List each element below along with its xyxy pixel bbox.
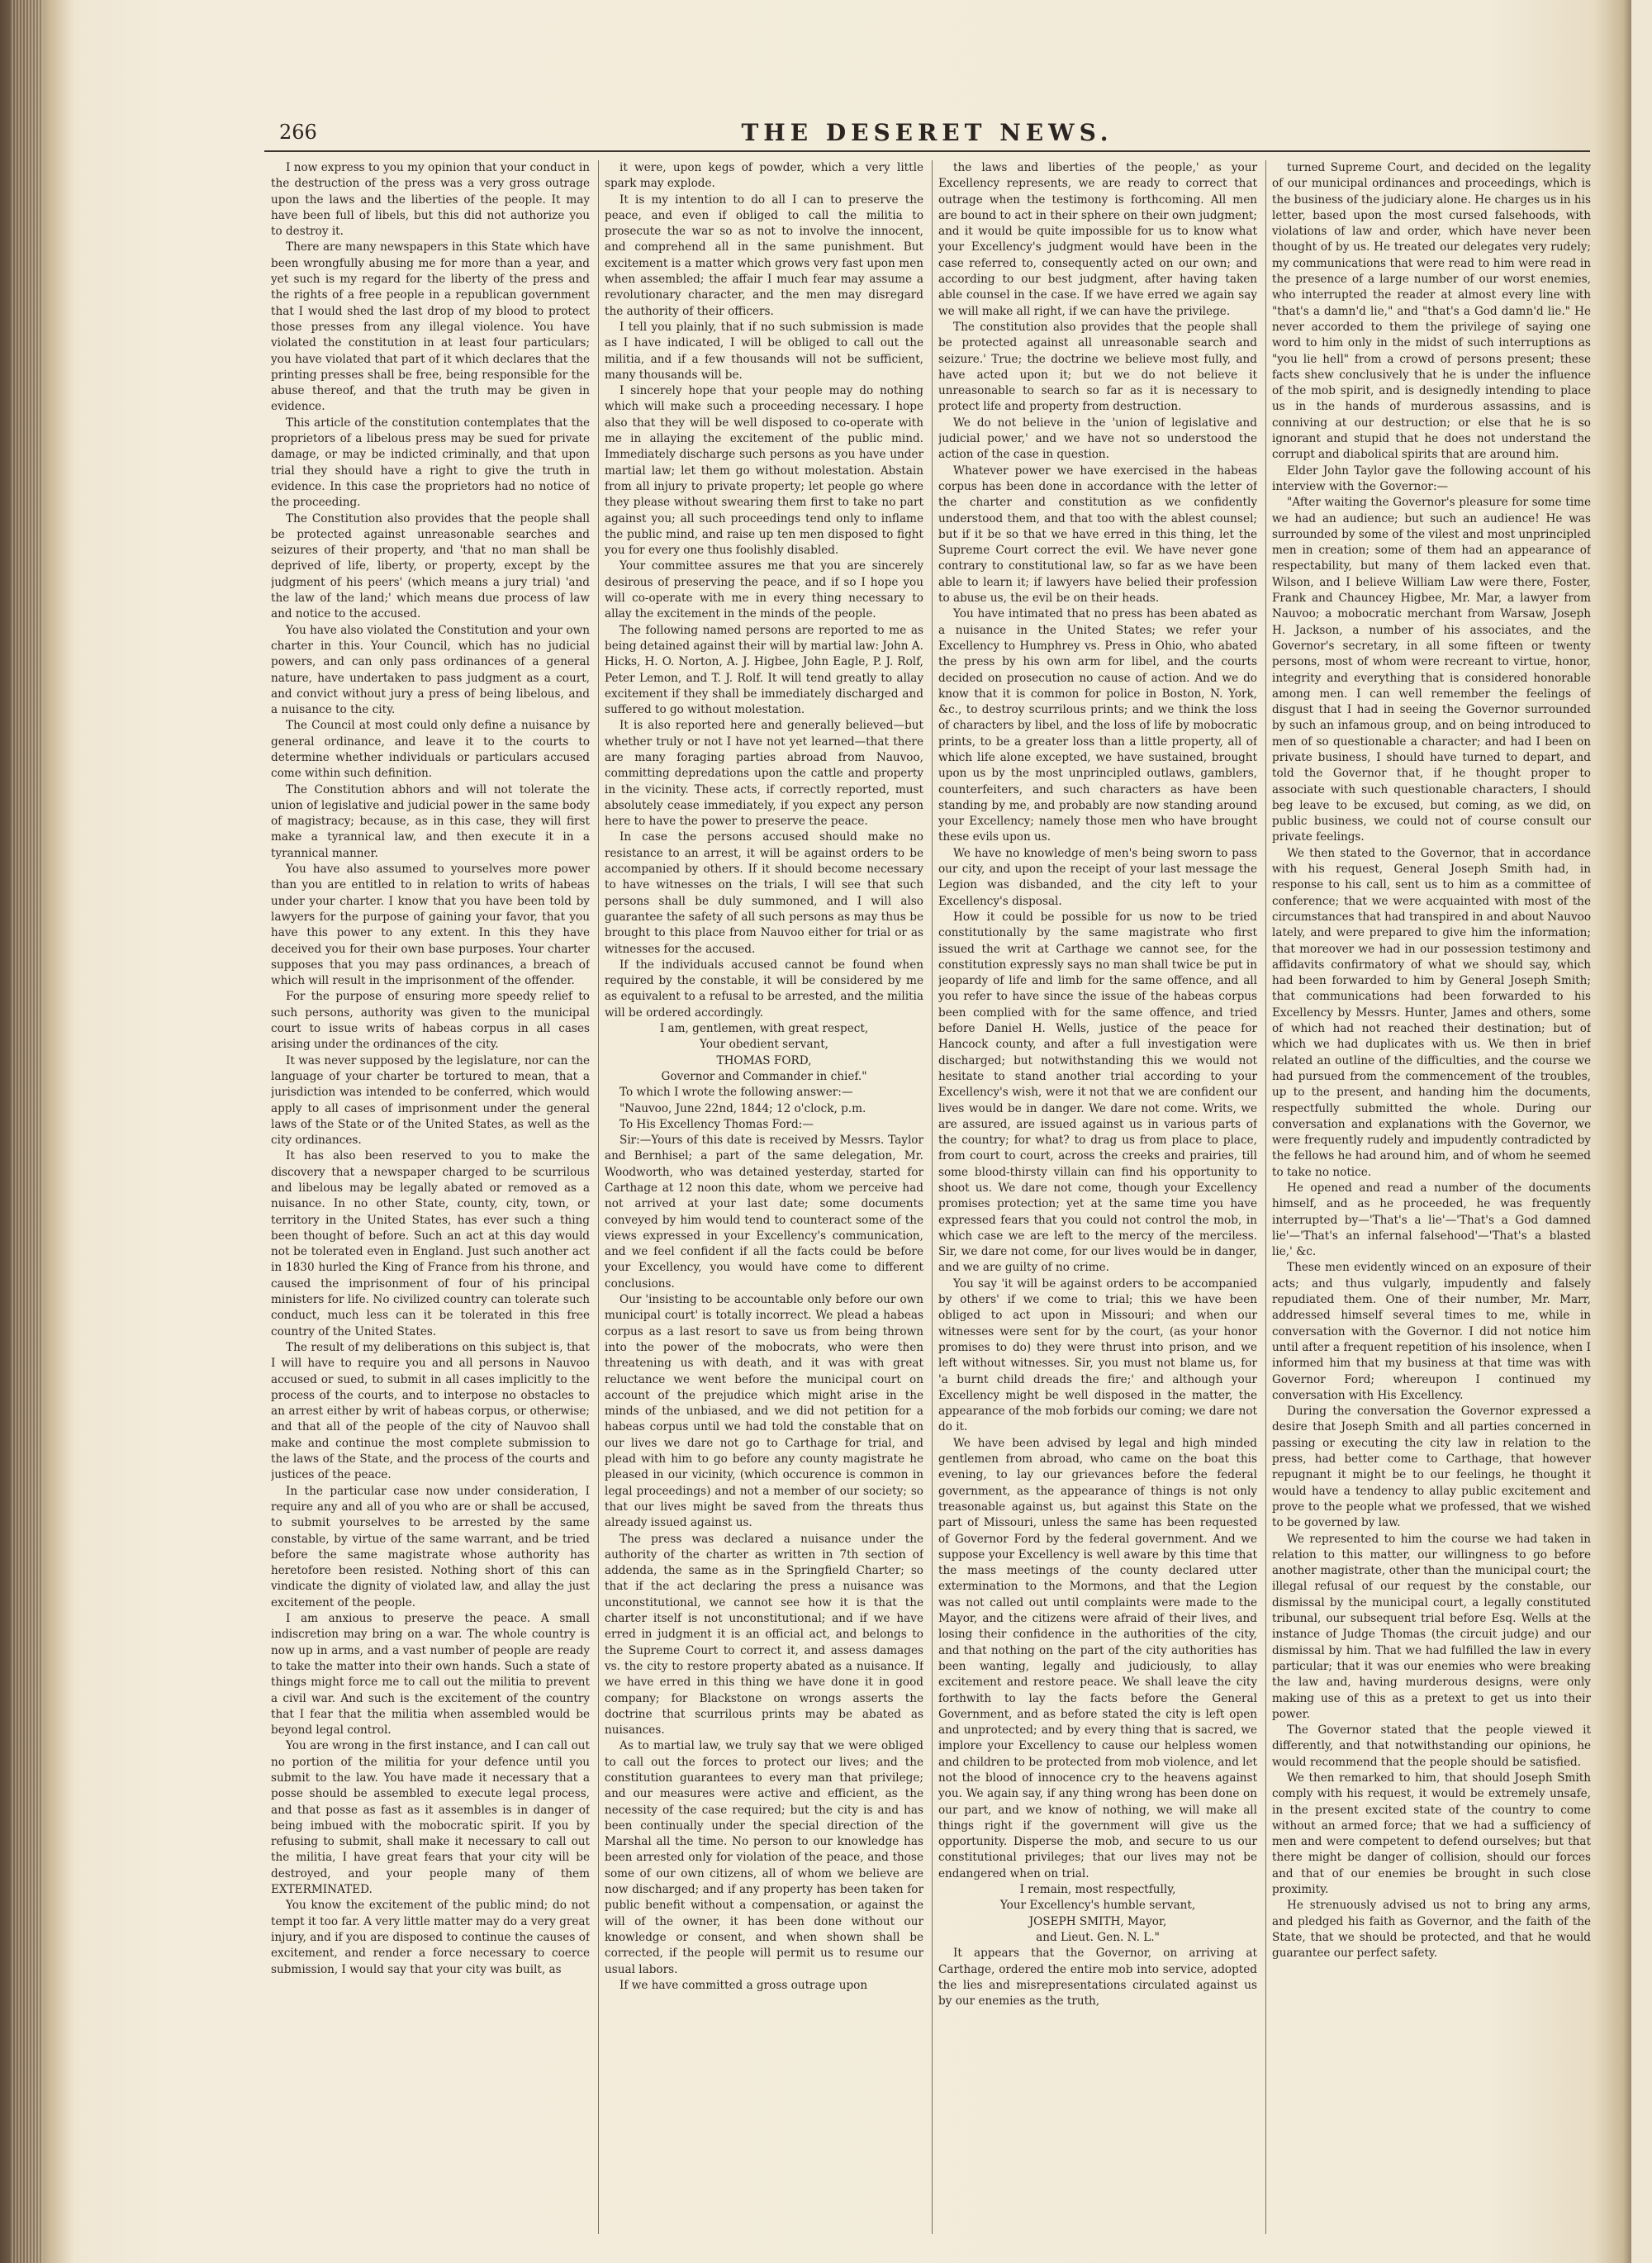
column-2 <box>605 160 923 2242</box>
paragraph: There are many newspapers in this State which have been wrongfully abusing me for more than a year, and yet such is my regard for the liberty of the press and the rights of a free people in a republican government that I would shed the last drop of my blood to protect those presses from any illegal violence. You have violated the constitution in at least four particulars; you have violated that part of it which declares that the printing presses shall be free, being responsible for the abuse thereof, and that the truth may be given in evidence. <box>271 240 590 414</box>
paragraph: If the individuals accused cannot be found when required by the constable, it will be considered by me as equivalent to a refusal to be arrested, and the militia will be ordered accordingly. <box>605 958 923 1020</box>
paragraph: You have intimated that no press has been abated as a nuisance in the United States; we refer your Excellency to Humphrey vs. Press in Ohio, who abated the press by his own arm for libel, and the courts decided on prosecution no cause of action. And we do know that it is common for police in Boston, N. York, &c., to destroy scurrilous prints; and we think the loss of characters by libel, and the loss of life by mobocratic prints, to be a greater loss than a little property, all of which life alone excepted, we have sustained, brought upon us by the most unprincipled outlaws, gamblers, counterfeiters, and such characters as have been standing by me, and probably are now standing around your Excellency; namely those men who have brought these evils upon us. <box>938 607 1257 844</box>
page-number: 266 <box>279 121 317 144</box>
paragraph: Elder John Taylor gave the following account of his interview with the Governor:— <box>1272 464 1591 493</box>
paragraph: I am, gentlemen, with great respect, <box>659 1022 869 1036</box>
column-3 <box>938 160 1257 2242</box>
paragraph: We then stated to the Governor, that in accordance with his request, General Joseph Smith had, in response to his call, sent us to him as a committee of conference; that we were acquainted with most of the circumstances that had transpired in and about Nauvoo lately, and were prepared to give him the information; that moreover we had in our possession testimony and affidavits confirmatory of what we should say, which had been forwarded to him by General Joseph Smith; that communications had been forwarded to his Excellency by Messrs. Hunter, James and others, some of which had not reached their destination; but of which we had duplicates with us. We then in brief related an outline of the difficulties, and the course we had pursued from the commencement of the troubles, up to the present, and handing him the documents, respectfully submitted the whole. During our conversation and explanations with the Governor, we were frequently rudely and impudently contradicted by the fellows he had around him, and of whom he seemed to take no notice. <box>1272 846 1591 1179</box>
paragraph: JOSEPH SMITH, Mayor, <box>1028 1914 1167 1928</box>
paragraph: I am anxious to preserve the peace. A small indiscretion may bring on a war. The whole country is now up in arms, and a vast number of people are ready to take the matter into their own hands. Such a state of things might force me to call out the militia to prevent a civil war. And such is the excitement of the country that I fear that the militia when assembled would be beyond legal control. <box>271 1612 590 1738</box>
paragraph: If we have committed a gross outrage upon <box>620 1978 868 1992</box>
paragraph: Your obedient servant, <box>700 1038 828 1052</box>
paragraph: To His Excellency Thomas Ford:— <box>620 1117 814 1131</box>
paragraph: This article of the constitution contemplates that the proprietors of a libelous press may be sued for private damage, or may be indicted criminally, and that upon trial they should have a right to give the truth in evidence. In this case the proprietors had no notice of the proceeding. <box>271 416 590 510</box>
paragraph: He opened and read a number of the documents himself, and as he proceeded, he was frequently interrupted by—'That's a lie'—'That's a God damned lie'—'That's an infernal falsehood'—'That's a blasted lie,' &c. <box>1272 1181 1591 1259</box>
paragraph: We then remarked to him, that should Joseph Smith comply with his request, it would be extremely unsafe, in the present excited state of the country to come without an armed force; that we had a sufficiency of men and were competent to defend ourselves; but that there might be danger of collision, should our forces and that of our enemies be brought in such close proximity. <box>1272 1771 1591 1897</box>
paragraph: The following named persons are reported to me as being detained against their will by martial law: John A. Hicks, H. O. Norton, A. J. Higbee, John Eagle, P. J. Rolf, Peter Lemon, and T. J. Rolf. It will tend greatly to allay excitement if they shall be immediately discharged and suffered to go without molestation. <box>605 623 923 717</box>
paragraph: Your Excellency's humble servant, <box>999 1899 1196 1913</box>
paragraph: For the purpose of ensuring more speedy relief to such persons, authority was given to the municipal court to issue writs of habeas corpus in all cases arising under the ordinances of the city. <box>271 990 590 1052</box>
paragraph: We have been advised by legal and high minded gentlemen from abroad, who came on the boat this evening, to lay our grievances before the federal government, as the appearance of things is not only treasonable against us, but against this State on the part of Missouri, unless the same has been requested of Governor Ford by the federal government. And we suppose your Excellency is well aware by this time that the mass meetings of the county declared utter extermination to the Mormons, and that the Legion was not called out until complaints were made to the Mayor, and the citizens were afraid of their lives, and losing their confidence in the authorities of the city, and that nothing on the part of the city authorities has been wanting, legally and judiciously, to allay excitement and restore peace. We shall leave the city forthwith to lay the facts before the General Government, and as before stated the city is left open and unprotected; and by every thing that is sacred, we implore your Excellency to cause our helpless women and children to be protected from mob violence, and let not the blood of innocence cry to the heavens against you. We again say, if any thing wrong has been done on our part, and we know of nothing, we will make all things right if the government will give us the opportunity. Disperse the mob, and secure to us our constitutional privileges; that our lives may not be endangered when on trial. <box>938 1436 1257 1880</box>
paragraph: You have also assumed to yourselves more power than you are entitled to in relation to writs of habeas under your charter. I know that you have been told by lawyers for the purpose of gaining your favor, that you have this power to any extent. In this they have deceived you for their own base purposes. Your charter supposes that you may pass ordinances, a breach of which will result in the imprisonment of the offender. <box>271 863 590 988</box>
paragraph: These men evidently winced on an exposure of their acts; and thus vulgarly, impudently and falsely repudiated them. One of their number, Mr. Marr, addressed himself several times to me, while in conversation with the Governor. I did not notice him until after a frequent repetition of his insolence, when I informed him that my business at that time was with Governor Ford; whereupon I continued my conversation with His Excellency. <box>1272 1261 1591 1402</box>
paragraph: In case the persons accused should make no resistance to an arrest, it will be against orders to be accompanied by others. If it should become necessary to have witnesses on the trials, I will see that such persons shall be duly summoned, and I will also guarantee the safety of all such persons as may thus be brought to this place from Nauvoo either for trial or as witnesses for the accused. <box>605 830 923 956</box>
paragraph: You say 'it will be against orders to be accompanied by others' if we come to trial; this we have been obliged to act upon in Missouri; and when our witnesses were sent for by the court, (as your honor promises to do) they were thrust into prison, and we left without witnesses. Sir, you must not blame us, for 'a burnt child dreads the fire;' and although your Excellency might be well disposed in the matter, the appearance of the mob forbids our coming; we dare not do it. <box>938 1277 1257 1434</box>
paragraph: I tell you plainly, that if no such submission is made as I have indicated, I will be obliged to call out the militia, and if a few thousands will not be sufficient, many thousands will be. <box>605 320 923 382</box>
paragraph: and Lieut. Gen. N. L." <box>1036 1930 1160 1944</box>
page-edges <box>10 0 43 2263</box>
paragraph: In the particular case now under consideration, I require any and all of you who are or shall be accused, to submit yourselves to be arrested by the same constable, by virtue of the same warrant, and be tried before the same magistrate whose authority has heretofore been resisted. Nothing short of this can vindicate the dignity of violated law, and allay the just excitement of the people. <box>271 1484 590 1609</box>
paragraph: The constitution also provides that the people shall be protected against all unreasonable search and seizure.' True; the doctrine we believe most fully, and have acted upon it; but we do not believe it unreasonable to search so far as it is necessary to protect life and property from destruction. <box>938 320 1257 414</box>
paragraph: You are wrong in the first instance, and I can call out no portion of the militia for your defence until you submit to the law. You have made it necessary that a posse should be assembled to execute legal process, and that posse as fast as it assembles is in danger of being imbued with the mobocratic spirit. If you by refusing to submit, shall make it necessary to call out the militia, I have great fears that your city will be destroyed, and your people many of them EXTERMINATED. <box>271 1739 590 1897</box>
paragraph: We have no knowledge of men's being sworn to pass our city, and upon the receipt of your last message the Legion was disbanded, and the city left to your Excellency's disposal. <box>938 846 1257 908</box>
paragraph: THOMAS FORD, <box>716 1053 812 1067</box>
newspaper-title: THE DESERET NEWS. <box>741 119 1113 146</box>
paragraph: It was never supposed by the legislature, nor can the language of your charter be tortured to mean, that a jurisdiction was intended to be conferred, which would apply to all cases of imprisonment under the general laws of the State or of the United States, as well as the city ordinances. <box>271 1053 590 1148</box>
newspaper-page <box>264 117 1590 2249</box>
paragraph: It is my intention to do all I can to preserve the peace, and even if obliged to call the militia to prosecute the war so as not to involve the innocent, and comprehend all in the same punishment. But excitement is a matter which grows very fast upon men when assembled; the affair I much fear may assume a revolutionary character, and the men may disregard the authority of their officers. <box>605 193 923 318</box>
paragraph: As to martial law, we truly say that we were obliged to call out the forces to protect our lives; and the constitution guarantees to every man that privilege; and our measures were active and efficient, as the necessity of the case required; but the city is and has been continually under the special direction of the Marshal all the time. No person to our knowledge has been arrested only for violation of the peace, and those some of our own citizens, all of whom we believe are now discharged; and if any property has been taken for public benefit without a compensation, or against the will of the owner, it has been done without our knowledge or consent, and when shown shall be corrected, if the people will permit us to resume our usual labors. <box>605 1739 923 1976</box>
paragraph: We represented to him the course we had taken in relation to this matter, our willingness to go before another magistrate, other than the municipal court; the illegal refusal of our request by the constable, our dismissal by the municipal court, a legally constituted tribunal, our subsequent trial before Esq. Wells at the instance of Judge Thomas (the circuit judge) and our dismissal by him. That we had fulfilled the law in every particular; that it was our enemies who were breaking the law and, having murderous designs, were only making use of this as a pretext to get us into their power. <box>1272 1532 1591 1721</box>
paragraph: Governor and Commander in chief." <box>661 1069 867 1083</box>
facing-page-edge <box>1631 0 1652 2263</box>
paragraph: Our 'insisting to be accountable only before our own municipal court' is totally incorrect. We plead a habeas corpus as a last resort to save us from being thrown into the power of the mobocrats, who were then threatening us with death, and it was with great reluctance we went before the municipal court on account of the prejudice which might arise in the minds of the unbiased, and we did not petition for a habeas corpus until we had told the constable that on our lives we dare not go to Carthage for trial, and plead with him to go before any county magistrate he pleased in our vicinity, (which occurence is common in legal proceedings) and not a member of our society; so that our lives might be saved from the threats thus already issued against us. <box>605 1293 923 1530</box>
paragraph: You have also violated the Constitution and your own charter in this. Your Council, which has no judicial powers, and can only pass ordinances of a general nature, have undertaken to pass judgment as a court, and convict without jury a press of being libelous, and a nuisance to the city. <box>271 623 590 717</box>
paragraph: The Council at most could only define a nuisance by general ordinance, and leave it to the courts to determine whether individuals or particulars accused come within such definition. <box>271 719 590 781</box>
paragraph: The result of my deliberations on this subject is, that I will have to require you and all persons in Nauvoo accused or sued, to submit in all cases implicitly to the process of the courts, and to interpose no obstacles to an arrest either by writ of habeas corpus, or otherwise; and that all of the people of the city of Nauvoo shall make and continue the most complete submission to the laws of the State, and the process of the courts and justices of the peace. <box>271 1340 590 1482</box>
paragraph: Whatever power we have exercised in the habeas corpus has been done in accordance with the letter of the charter and constitution as we confidently understood them, and that too with the ablest counsel; but if it be so that we have erred in this thing, let the Supreme Court correct the evil. We have never gone contrary to constitutional law, so far as we have been able to learn it; if lawyers have belied their profession to abuse us, the evil be on their heads. <box>938 464 1257 606</box>
paragraph: He strenuously advised us not to bring any arms, and pledged his faith as Governor, and the faith of the State, that we should be protected, and that he would guarantee our perfect safety. <box>1272 1899 1591 1961</box>
paragraph: "Nauvoo, June 22nd, 1844; 12 o'clock, p.m. <box>620 1101 866 1115</box>
paragraph: I remain, most respectfully, <box>1019 1883 1176 1897</box>
paragraph: We do not believe in the 'union of legislative and judicial power,' and we have not so understood the action of the case in question. <box>938 416 1257 462</box>
column-1 <box>271 160 590 2242</box>
paragraph: It has also been reserved to you to make the discovery that a newspaper charged to be scurrilous and libelous may be legally abated or removed as a nuisance. In no other State, county, city, town, or territory in the United States, has ever such a thing been thought of before. Such an act at this day would not be tolerated even in England. Just such another act in 1830 hurled the King of France from his throne, and caused the imprisonment of four of his principal ministers for life. No civilized country can tolerate such conduct, much less can it be tolerated in this free country of the United States. <box>271 1149 590 1338</box>
page-header <box>264 117 1590 149</box>
header-rule <box>264 150 1590 152</box>
paragraph: How it could be possible for us now to be tried constitutionally by the same magistrate who first issued the writ at Carthage we cannot see, for the constitution expressly says no man shall twice be put in jeopardy of life and limb for the same offence, and all you refer to have since the issue of the habeas corpus been complied with for the same offence, and tried before Daniel H. Wells, justice of the peace for Hancock county, and after a full investigation were discharged; but notwithstanding this we would not hesitate to stand another trial according to your Excellency's wish, were it not that we are confident our lives would be in danger. We dare not come. Writs, we are assured, are issued against us in various parts of the country; for what? to drag us from place to place, from court to court, across the creeks and prairies, till some blood-thirsty villain can find his opportunity to shoot us. We dare not come, though your Excellency promises protection; yet at the same time you have expressed fears that you could not control the mob, in which case we are left to the mercy of the merciless. Sir, we dare not come, for our lives would be in danger, and we are guilty of no crime. <box>938 910 1257 1275</box>
paragraph: "After waiting the Governor's pleasure for some time we had an audience; but such an audience! He was surrounded by some of the vilest and most unprincipled men in creation; some of them had an appearance of respectability, but many of them lacked even that. Wilson, and I believe William Law were there, Foster, Frank and Chauncey Higbee, Mr. Mar, a lawyer from Nauvoo; a mobocratic merchant from Warsaw, Joseph H. Jackson, a number of his associates, and the Governor's secretary, in all some fifteen or twenty persons, most of whom were recreant to virtue, honor, integrity and everything that is considered honorable among men. I can well remember the feelings of disgust that I had in seeing the Governor surrounded by such an infamous group, and on being introduced to men of so questionable a character; and had I been on private business, I should have turned to depart, and told the Governor that, if he thought proper to associate with such questionable characters, I should beg leave to be excused, but coming, as we did, on public business, we could not of course consult our private feelings. <box>1272 496 1591 844</box>
paragraph: turned Supreme Court, and decided on the legality of our municipal ordinances and proceedings, which is the business of the judiciary alone. He charges us in his letter, based upon the most cursed falsehoods, with violations of law and order, which have never been thought of by us. He treated our delegates very rudely; my communications that were read to him were read in the presence of a large number of our worst enemies, who interrupted the reader at almost every line with "that's a damn'd lie," and "that's a God damn'd lie." He never accorded to them the privilege of saying one word to him only in the midst of such interruptions as "you lie hell" from a crowd of persons present; these facts shew conclusively that he is under the influence of the mob spirit, and is designedly intending to place us in the hands of murderous assassins, and is conniving at our destruction; or else that he is so ignorant and stupid that he does not understand the corrupt and diabolical spirits that are around him. <box>1272 161 1591 462</box>
paragraph: During the conversation the Governor expressed a desire that Joseph Smith and all parties concerned in passing or executing the city law in relation to the press, had better come to Carthage, that however repugnant it might be to our feelings, he thought it would have a tendency to allay public excitement and prove to the people what we professed, that we wished to be governed by law. <box>1272 1405 1591 1530</box>
paragraph: it were, upon kegs of powder, which a very little spark may explode. <box>605 161 923 191</box>
paragraph: To which I wrote the following answer:— <box>620 1086 853 1100</box>
column-4 <box>1272 160 1591 2242</box>
article-columns <box>264 160 1590 2242</box>
paragraph: It appears that the Governor, on arriving at Carthage, ordered the entire mob into service, adopted the lies and misrepresentations circulated against us by our enemies as the truth, <box>938 1947 1257 2009</box>
paragraph: I sincerely hope that your people may do nothing which will make such a proceeding necessary. I hope also that they will be well disposed to co-operate with me in allaying the excitement of the public mind. Immediately discharge such persons as you have under martial law; let them go without molestation. Abstain from all injury to private property; let people go where they please without swearing them first to take no part against you; all such proceedings tend only to inflame the public mind, and raise up ten men disposed to fight you for every one thus foolishly disabled. <box>605 384 923 558</box>
paragraph: The Constitution abhors and will not tolerate the union of legislative and judicial power in the same body of magistracy; because, as in this case, they will first make a tyrannical law, and then execute it in a tyrannical manner. <box>271 782 590 860</box>
paragraph: The press was declared a nuisance under the authority of the charter as written in 7th section of addenda, the same as in the Springfield Charter; so that if the act declaring the press a nuisance was unconstitutional, we cannot see how it is that the charter itself is not unconstitutional; and if we have erred in judgment it is an official act, and belongs to the Supreme Court to correct it, and assess damages vs. the city to restore property abated as a nuisance. If we have erred in this thing we have done it in good company; for Blackstone on wrongs asserts the doctrine that scurrilous prints may be abated as nuisances. <box>605 1532 923 1738</box>
paragraph: Your committee assures me that you are sincerely desirous of preserving the peace, and if so I hope you will co-operate with me in every thing necessary to allay the excitement in the minds of the people. <box>605 559 923 621</box>
paragraph: It is also reported here and generally believed—but whether truly or not I have not yet learned—that there are many foraging parties abroad from Nauvoo, committing depredations upon the cattle and property in the vicinity. These acts, if correctly reported, must absolutely cease immediately, if you expect any person here to have the power to preserve the peace. <box>605 719 923 829</box>
paragraph: The Constitution also provides that the people shall be protected against unreasonable searches and seizures of their property, and 'that no man shall be deprived of life, liberty, or property, except by the judgment of his peers' (which means a jury trial) 'and the law of the land;' which means due process of law and notice to the accused. <box>271 511 590 621</box>
paragraph: You know the excitement of the public mind; do not tempt it too far. A very little matter may do a very great injury, and if you are disposed to continue the causes of excitement, and render a force necessary to coerce submission, I would say that your city was built, as <box>271 1899 590 1976</box>
paragraph: Sir:—Yours of this date is received by Messrs. Taylor and Bernhisel; a part of the same delegation, Mr. Woodworth, who was detained yesterday, started for Carthage at 12 noon this date, whom we perceive had not arrived at your last date; some documents conveyed by him would tend to counteract some of the views expressed in your Excellency's communication, and we feel confident if all the facts could be before your Excellency, you would have come to different conclusions. <box>605 1134 923 1291</box>
paragraph: The Governor stated that the people viewed it differently, and that notwithstanding our opinions, he would recommend that the people should be satisfied. <box>1272 1723 1591 1769</box>
paragraph: I now express to you my opinion that your conduct in the destruction of the press was a very gross outrage upon the laws and the liberties of the people. It may have been full of libels, but this did not authorize you to destroy it. <box>271 161 590 239</box>
paragraph: the laws and liberties of the people,' as your Excellency represents, we are ready to correct that outrage when the testimony is forthcoming. All men are bound to act in their sphere on their own judgment; and it would be quite impossible for us to know what your Excellency's judgment would have been in the case referred to, consequently acted on our own; and according to our best judgment, after having taken able counsel in the case. If we have erred we again say we will make all right, if we can have the privilege. <box>938 161 1257 318</box>
